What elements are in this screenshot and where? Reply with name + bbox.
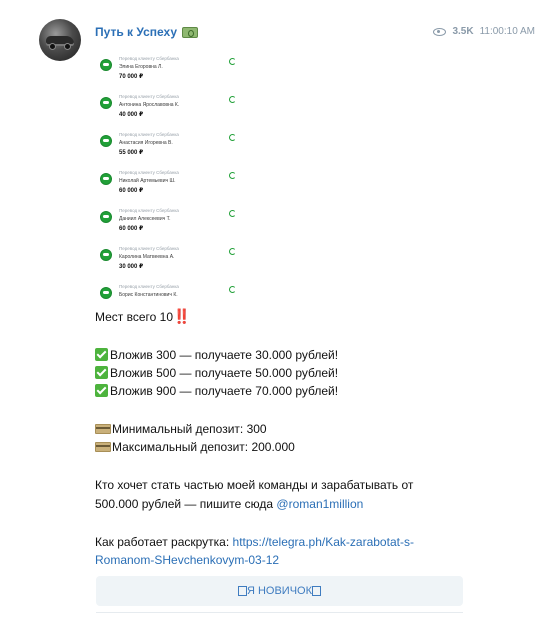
transfer-type: Перевод клиенту Сбербанка <box>119 284 179 289</box>
refresh-icon <box>229 248 236 255</box>
sberbank-icon <box>100 211 112 223</box>
transfer-type: Перевод клиенту Сбербанка <box>119 170 179 175</box>
promo-text: Как работает раскрутка: <box>95 535 233 549</box>
message-time: 11:00:10 AM <box>479 26 535 37</box>
transfer-item <box>100 242 260 276</box>
transfer-item <box>100 90 260 124</box>
sberbank-icon <box>100 249 112 261</box>
box-glyph-icon <box>238 586 247 596</box>
promo-link[interactable]: https://telegra.ph/Kak-zarabotat-s- <box>232 535 414 549</box>
places-text <box>95 308 189 325</box>
beginner-button-label: Я НОВИЧОК <box>246 585 313 597</box>
check-icon <box>95 366 108 379</box>
offer-text: Вложив 900 — получаете 70.000 рублей! <box>110 384 339 398</box>
eye-icon <box>433 28 446 36</box>
channel-avatar[interactable] <box>39 19 81 61</box>
transfer-item <box>100 52 260 86</box>
transfer-type: Перевод клиенту Сбербанка <box>119 56 179 61</box>
box-glyph-icon <box>312 586 321 596</box>
check-icon <box>95 348 108 361</box>
sberbank-icon <box>100 173 112 185</box>
offer-text: Вложив 500 — получаете 50.000 рублей! <box>110 366 339 380</box>
join-line-2 <box>95 496 363 512</box>
offer-text: Вложив 300 — получаете 30.000 рублей! <box>110 348 339 362</box>
transfer-item <box>100 204 260 238</box>
contact-handle-link[interactable]: @roman1million <box>276 497 364 511</box>
refresh-icon <box>229 134 236 141</box>
transfer-recipient: Каролина Матвеевна А. <box>119 254 175 260</box>
refresh-icon <box>229 172 236 179</box>
transfer-item <box>100 166 260 200</box>
transfer-recipient: Анастасия Игоревна В. <box>119 140 173 146</box>
transfer-amount: 30 000 ₽ <box>119 264 144 270</box>
sberbank-icon <box>100 59 112 71</box>
transfer-item <box>100 128 260 162</box>
transfer-recipient: Николай Артемьевич Ш. <box>119 178 176 184</box>
max-deposit <box>95 439 295 455</box>
transfer-recipient: Борис Константинович К. <box>119 292 178 298</box>
sberbank-icon <box>100 135 112 147</box>
transfer-amount: 60 000 ₽ <box>119 226 144 232</box>
credit-card-icon <box>95 442 111 452</box>
transfer-recipient: Антонина Ярославовна К. <box>119 102 180 108</box>
transfer-amount: 70 000 ₽ <box>119 74 144 80</box>
message-header <box>95 24 198 40</box>
refresh-icon <box>229 58 236 65</box>
wheel-icon <box>49 43 56 50</box>
transfer-amount: 60 000 ₽ <box>119 188 144 194</box>
sberbank-icon <box>100 97 112 109</box>
refresh-icon <box>229 210 236 217</box>
offer-line <box>95 383 338 399</box>
transfer-recipient: Элина Егоровна Л. <box>119 64 163 70</box>
transfer-type: Перевод клиенту Сбербанка <box>119 94 179 99</box>
join-text: 500.000 рублей — пишите сюда <box>95 497 277 511</box>
transfer-type: Перевод клиенту Сбербанка <box>119 208 179 213</box>
credit-card-icon <box>95 424 111 434</box>
beginner-button[interactable] <box>96 576 463 606</box>
divider <box>96 612 463 613</box>
double-exclamation-icon: ‼️ <box>173 308 190 324</box>
min-deposit <box>95 421 267 437</box>
channel-name[interactable]: Путь к Успеху <box>95 25 178 39</box>
places-label: Мест всего 10 <box>95 310 174 324</box>
view-count: 3.5K <box>452 26 474 37</box>
offer-line <box>95 365 338 381</box>
join-line-1: Кто хочет стать частью моей команды и зарабатывать от <box>95 478 414 492</box>
transfer-type: Перевод клиенту Сбербанка <box>119 132 179 137</box>
promo-line-1 <box>95 534 414 550</box>
max-deposit-text: Максимальный депозит: 200.000 <box>112 440 295 454</box>
transfer-type: Перевод клиенту Сбербанка <box>119 246 179 251</box>
offer-line <box>95 347 338 363</box>
sberbank-icon <box>100 287 112 299</box>
promo-link-continued[interactable]: Romanom-SHevchenkovym-03-12 <box>95 553 280 567</box>
money-icon <box>182 27 198 38</box>
refresh-icon <box>229 286 236 293</box>
message-meta <box>433 26 535 37</box>
transfer-recipient: Даниил Алексеевич Т. <box>119 216 171 222</box>
promo-line-2 <box>95 552 279 568</box>
check-icon <box>95 384 108 397</box>
refresh-icon <box>229 96 236 103</box>
min-deposit-text: Минимальный депозит: 300 <box>112 422 267 436</box>
transfer-amount: 55 000 ₽ <box>119 150 144 156</box>
transfer-amount: 40 000 ₽ <box>119 112 144 118</box>
wheel-icon <box>64 43 71 50</box>
